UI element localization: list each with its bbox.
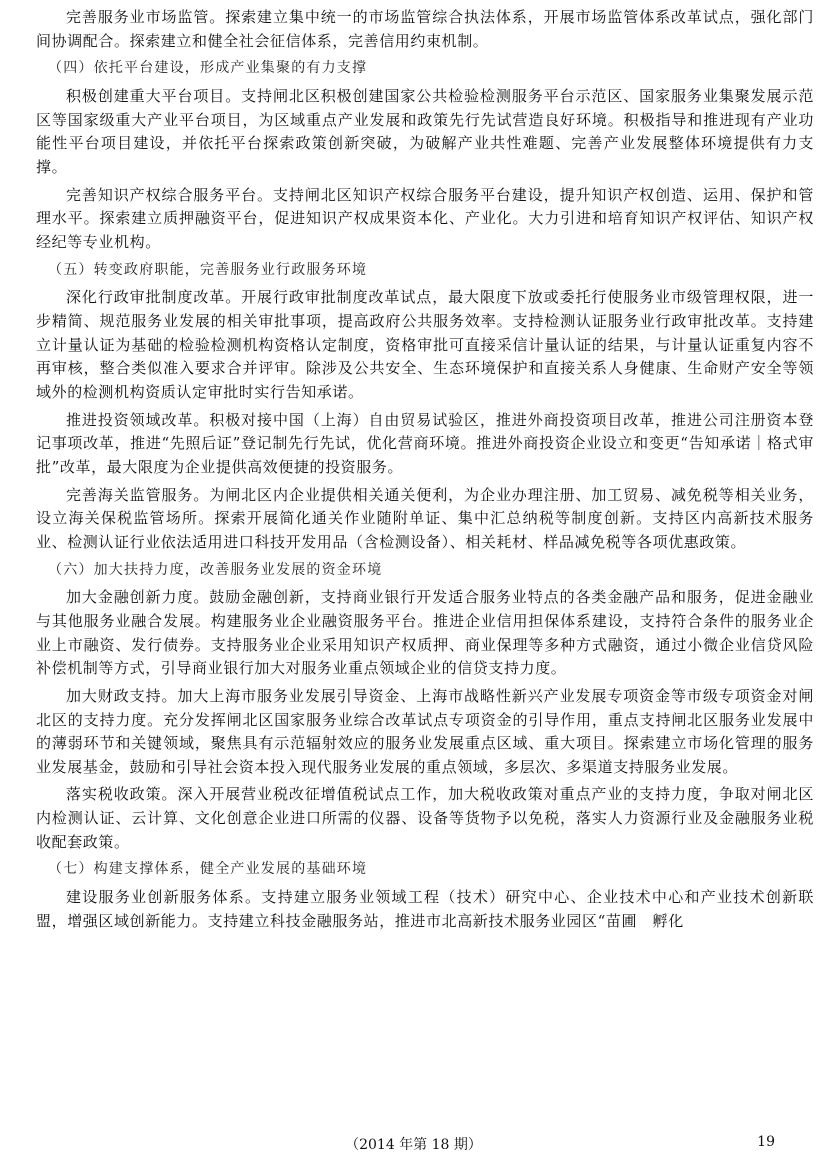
issue-label: （2014 年第 18 期） (345, 1137, 482, 1153)
body-paragraph: 落实税收政策。深入开展营业税改征增值税试点工作，加大税收政策对重点产业的支持力度，争取对闸北区内检测认证、云计算、文化创意企业进口所需的仪器、设备等货物予以免税，落实人力资源行业及金融服务业税收配套政策。 (36, 785, 814, 851)
body-paragraph: 建设服务业创新服务体系。支持建立服务业领域工程（技术）研究中心、企业技术中心和产业技术创新联盟，增强区域创新能力。支持建立科技金融服务站，推进市北高新技术服务业园区“苗圃 孵化 (36, 888, 814, 930)
body-paragraph: 加大金融创新力度。鼓励金融创新，支持商业银行开发适合服务业特点的各类金融产品和服务，促进金融业与其他服务业融合发展。构建服务业企业融资服务平台。推进企业信用担保体系建设，支持符合条件的服务业企业上市融资、发行债券。支持服务业企业采用知识产权质押、商业保理等多种方式融资，通过小微企业信贷风险补偿机制等方式，引导商业银行加大对服务业重点领域企业的信贷支持力度。 (36, 588, 814, 678)
section-heading: （六）加大扶持力度，改善服务业发展的资金环境 (48, 561, 383, 578)
body-paragraph: 加大财政支持。加大上海市服务业发展引导资金、上海市战略性新兴产业发展专项资金等市级专项资金对闸北区的支持力度。充分发挥闸北区国家服务业综合改革试点专项资金的引导作用，重点支持闸北区服务业发展中的薄弱环节和关键领域，聚焦具有示范辐射效应的服务业发展重点区域、重大项目。探索建立市场化管理的服务业发展基金，鼓励和引导社会资本投入现代服务业发展的重点领域，多层次、多渠道支持服务业发展。 (36, 686, 814, 776)
body-paragraph: 深化行政审批制度改革。开展行政审批制度改革试点，最大限度下放或委托行使服务业市级管理权限，进一步精简、规范服务业发展的相关审批事项，提高政府公共服务效率。支持检测认证服务业行政审批改革。支持建立计量认证为基础的检验检测机构资格认定制度，资格审批可直接采信计量认证的结果，与计量认证重复内容不再审核，整合类似准入要求合并评审。除涉及公共安全、生态环境保护和直接关系人身健康、生命财产安全等领域外的检测机构资质认定审批时实行告知承诺。 (36, 288, 814, 401)
body-paragraph: 完善服务业市场监管。探索建立集中统一的市场监管综合执法体系，开展市场监管体系改革试点，强化部门间协调配合。探索建立和健全社会征信体系，完善信用约束机制。 (36, 8, 814, 50)
section-heading: （四）依托平台建设，形成产业集聚的有力支撑 (48, 60, 368, 77)
body-paragraph: 推进投资领域改革。积极对接中国（上海）自由贸易试验区，推进外商投资项目改革，推进公司注册资本登记事项改革，推进“先照后证”登记制先行先试，优化营商环境。推进外商投资企业设立和变更“告知承诺｜格式审批”改革，最大限度为企业提供高效便捷的投资服务。 (36, 410, 814, 476)
body-paragraph: 完善知识产权综合服务平台。支持闸北区知识产权综合服务平台建设，提升知识产权创造、运用、保护和管理水平。探索建立质押融资平台，促进知识产权成果资本化、产业化。大力引进和培育知识产权评估、知识产权经纪等专业机构。 (36, 185, 814, 251)
page-number: 19 (757, 1134, 775, 1150)
body-paragraph: 积极创建重大平台项目。支持闸北区积极创建国家公共检验检测服务平台示范区、国家服务业集聚发展示范区等国家级重大产业平台项目，为区域重点产业发展和政策先行先试营造良好环境。积极指导和推进现有产业功能性平台项目建设，并依托平台探索政策创新突破，为破解产业共性难题、完善产业发展整体环境提供有力支撑。 (36, 87, 814, 176)
body-paragraph: 完善海关监管服务。为闸北区内企业提供相关通关便利，为企业办理注册、加工贸易、减免税等相关业务，设立海关保税监管场所。探索开展简化通关作业随附单证、集中汇总纳税等制度创新。支持区内高新技术服务业、检测认证行业依法适用进口科技开发用品（含检测设备）、相关耗材、样品减免税等各项优惠政策。 (36, 485, 814, 551)
page-footer (0, 1134, 827, 1156)
section-heading: （五）转变政府职能，完善服务业行政服务环境 (48, 261, 368, 278)
section-heading: （七）构建支撑体系，健全产业发展的基础环境 (48, 861, 368, 878)
document-body (36, 6, 814, 938)
